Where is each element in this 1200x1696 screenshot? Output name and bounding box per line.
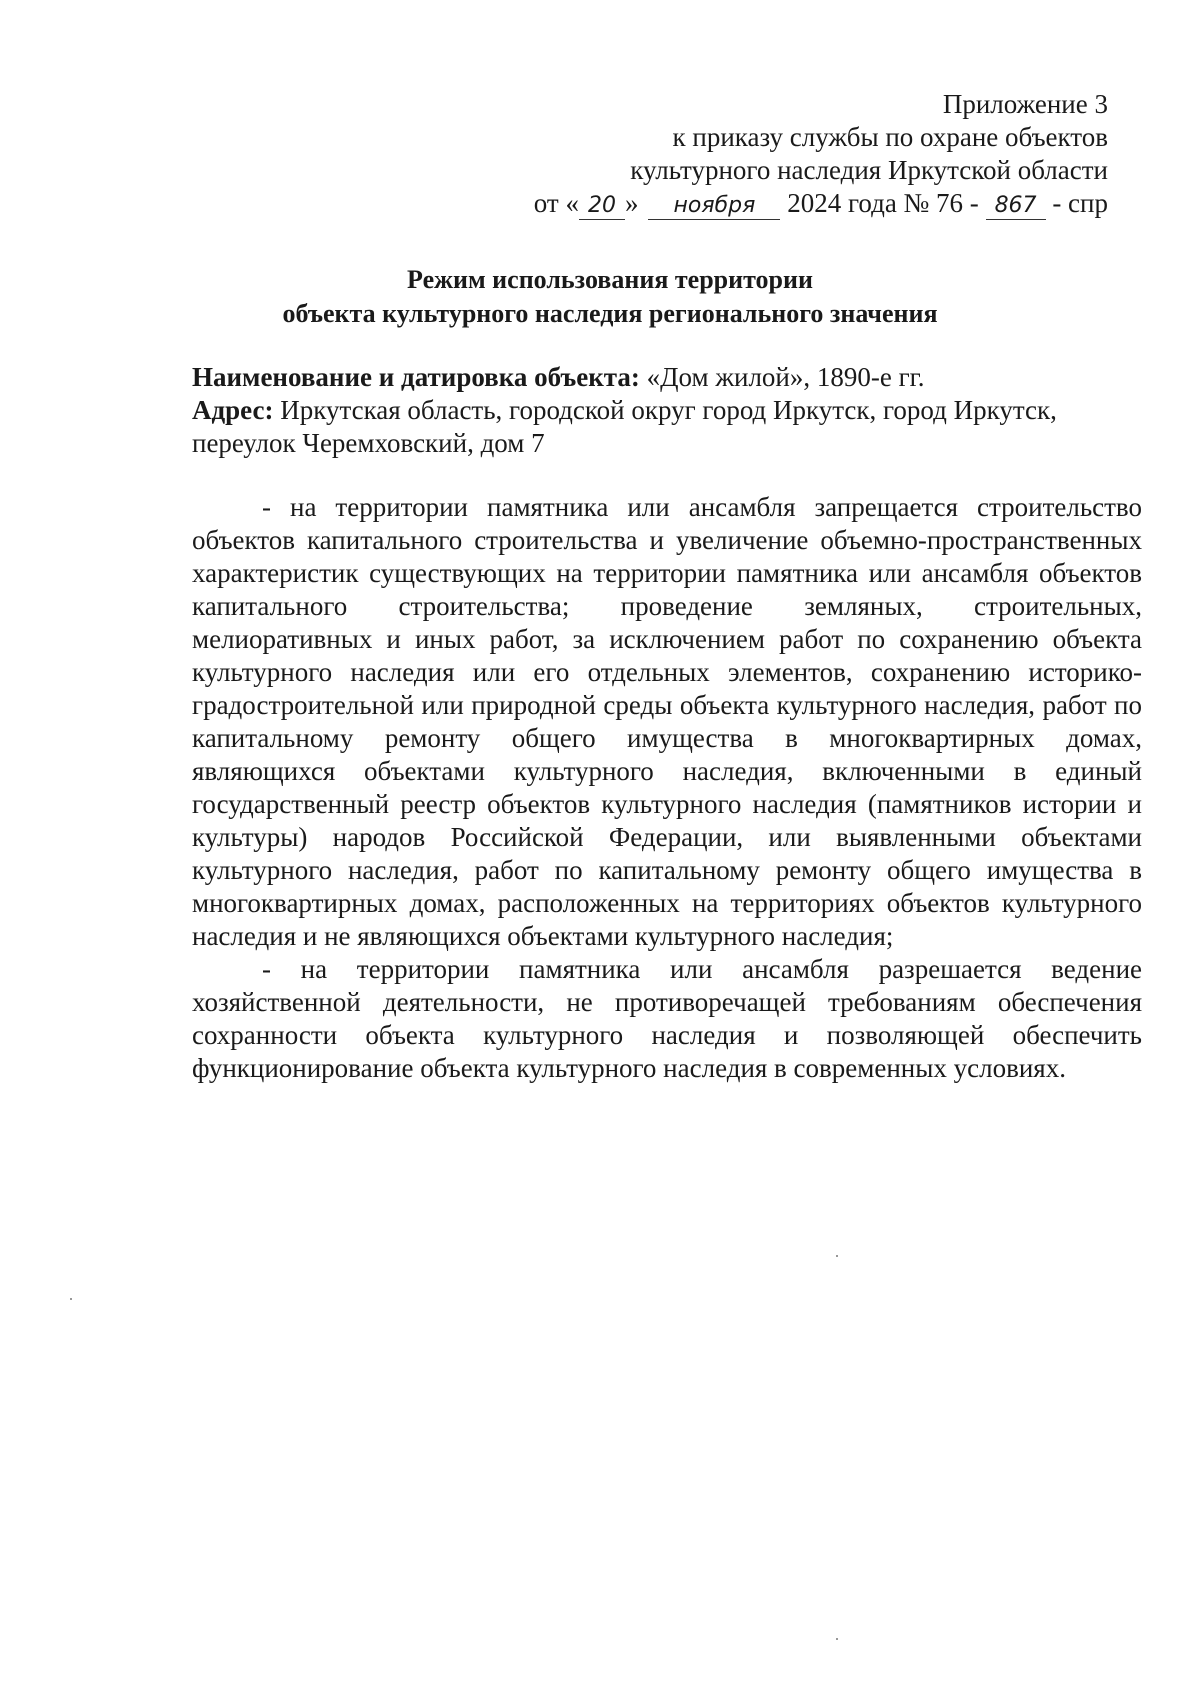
object-address-label: Адрес: [192, 395, 274, 425]
handwritten-month: ноября [648, 193, 780, 220]
order-suffix: - спр [1045, 188, 1108, 218]
title-line-1: Режим использования территории [407, 265, 813, 294]
document-title [150, 263, 1070, 331]
order-reference-line: к приказу службы по охране объектов [672, 122, 1108, 152]
object-name-label: Наименование и датировка объекта: [192, 362, 640, 392]
permission-paragraph: - на территории памятника или ансамбля разрешается ведение хозяйственной деятельности, не противоречащей требованиям обеспечения сохранности объекта культурного наследия и позволяющей обеспечить функционирование объекта культурного наследия в современных условиях. [192, 954, 1142, 1083]
object-name-value: «Дом жилой», 1890-е гг. [639, 362, 925, 392]
order-date-line [534, 187, 1108, 220]
appendix-header [534, 88, 1108, 220]
title-line-2: объекта культурного наследия регионального значения [282, 299, 938, 328]
handwritten-day: 20 [579, 193, 625, 220]
scan-speck [836, 1255, 838, 1257]
object-address-row [192, 394, 1142, 460]
object-address-value: Иркутская область, городской округ город Иркутск, город Иркутск, переулок Черемховский, дом 7 [192, 395, 1057, 458]
date-quote-close: » [624, 188, 639, 218]
scan-speck [836, 1638, 838, 1640]
regime-text [192, 491, 1142, 1085]
appendix-number: Приложение 3 [942, 89, 1108, 119]
prohibition-paragraph: - на территории памятника или ансамбля запрещается строительство объектов капитального строительства и увеличение объемно-пространственных характеристик существующих на территории памятника или ансамбля объектов капитального строительства; проведение земляных, строительных, мелиоративных и иных работ, за исключением работ по сохранению объекта культурного наследия или его отдельных элементов, сохранению историко-градостроительной или природной среды объекта культурного наследия, работ по капитальному ремонту общего имущества в многоквартирных домах, являющихся объектами культурного наследия, включенными в единый государственный реестр объектов культурного наследия (памятников истории и культуры) народов Российской Федерации, или выявленными объектами культурного наследия, работ по капитальному ремонту общего имущества в многоквартирных домах, расположенных на территориях объектов культурного наследия и не являющихся объектами культурного наследия; [192, 492, 1142, 951]
scan-speck [70, 1298, 72, 1300]
object-name-row [192, 361, 1142, 394]
date-year-text: 2024 года № 76 - [780, 188, 986, 218]
agency-line: культурного наследия Иркутской области [630, 155, 1108, 185]
date-prefix: от « [533, 188, 579, 218]
handwritten-order-number: 867 [986, 193, 1046, 220]
object-details [192, 361, 1142, 460]
